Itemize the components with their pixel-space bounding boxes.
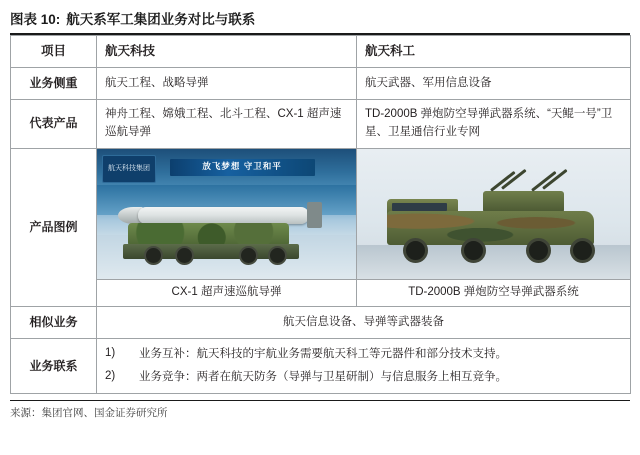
table-row bbox=[11, 307, 631, 339]
row-links-value bbox=[97, 339, 631, 394]
header-cell-casic: 航天科工 bbox=[357, 36, 631, 68]
header-cell-casc: 航天科技 bbox=[97, 36, 357, 68]
row-products-casc: 神舟工程、嫦娥工程、北斗工程、CX-1 超声速巡航导弹 bbox=[97, 99, 357, 148]
row-label-links: 业务联系 bbox=[11, 339, 97, 394]
photo-cell-left bbox=[97, 148, 357, 307]
list-item-number: 2) bbox=[105, 370, 116, 383]
table-row bbox=[11, 339, 631, 394]
row-label-focus: 业务侧重 bbox=[11, 68, 97, 100]
list-item-text: 业务互补：航天科技的宇航业务需要航天科工等元器件和部分技术支持。 bbox=[139, 348, 507, 360]
photo-cell-right bbox=[357, 148, 631, 307]
page-title: 航天系军工集团业务对比与联系 bbox=[66, 12, 256, 27]
table-row-images bbox=[11, 148, 631, 307]
exhibit-banner-text: 放飞梦想 守卫和平 bbox=[202, 160, 282, 171]
exhibit-logo-text: 航天科技集团 bbox=[102, 155, 156, 183]
list-item-text: 业务竞争：两者在航天防务（导弹与卫星研制）与信息服务上相互竞争。 bbox=[139, 371, 507, 384]
figure-number: 图表 10: bbox=[10, 12, 61, 27]
caption-left: CX-1 超声速巡航导弹 bbox=[97, 279, 356, 307]
list-item bbox=[105, 345, 622, 363]
row-label-similar: 相似业务 bbox=[11, 307, 97, 339]
row-label-gallery: 产品图例 bbox=[11, 148, 97, 307]
row-similar-value: 航天信息设备、导弹等武器装备 bbox=[97, 307, 631, 339]
table-row bbox=[11, 68, 631, 100]
figure-title bbox=[10, 8, 630, 35]
source-note: 来源：集团官网、国金证券研究所 bbox=[10, 400, 630, 420]
row-focus-casc: 航天工程、战略导弹 bbox=[97, 68, 357, 100]
table-header-row bbox=[11, 36, 631, 68]
row-products-casic: TD-2000B 弹炮防空导弹武器系统、“天鲲一号”卫星、卫星通信行业专网 bbox=[357, 99, 631, 148]
table-row bbox=[11, 99, 631, 148]
list-item-number: 1) bbox=[105, 347, 116, 359]
photo-missile bbox=[97, 149, 356, 279]
list-item bbox=[105, 368, 622, 386]
row-label-products: 代表产品 bbox=[11, 99, 97, 148]
comparison-table bbox=[10, 35, 631, 394]
header-cell-item: 项目 bbox=[11, 36, 97, 68]
caption-right: TD-2000B 弹炮防空导弹武器系统 bbox=[357, 279, 630, 307]
row-focus-casic: 航天武器、军用信息设备 bbox=[357, 68, 631, 100]
photo-air-defense-vehicle bbox=[357, 149, 630, 279]
